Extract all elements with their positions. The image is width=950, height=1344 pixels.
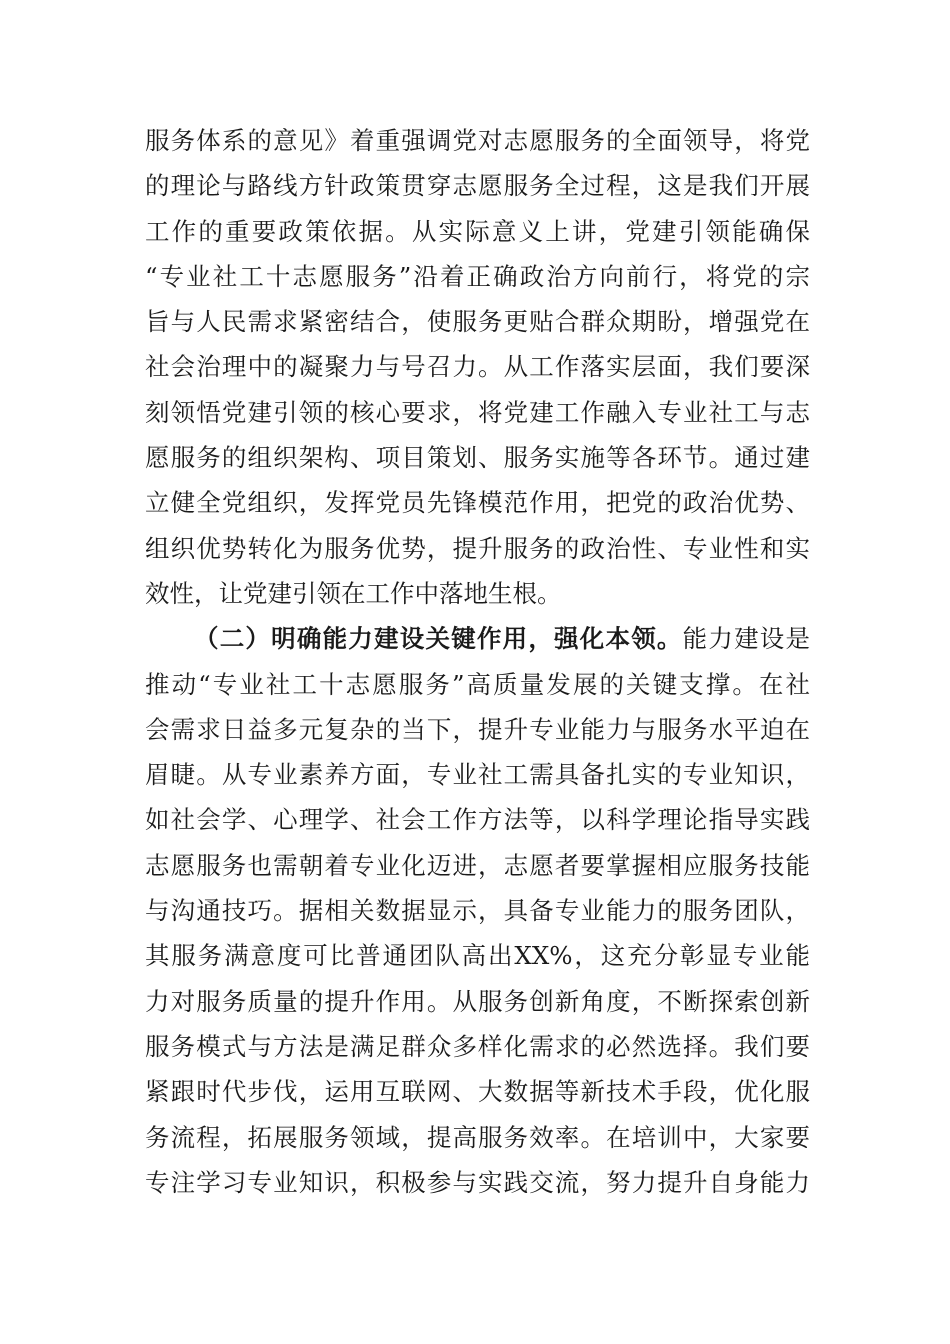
paragraph-2-first-line — [145, 616, 810, 661]
section-heading: （二）明确能力建设关键作用，强化本领。 — [194, 624, 683, 654]
text-line: 务流程，拓展服务领域，提高服务效率。在培训中，大家要 — [145, 1122, 810, 1152]
text-line: 推动“专业社工十志愿服务”高质量发展的关键支撑。在社 — [145, 669, 810, 699]
text-line: 与沟通技巧。据相关数据显示，具备专业能力的服务团队， — [145, 896, 810, 926]
text-line: 会需求日益多元复杂的当下，提升专业能力与服务水平迫在 — [145, 714, 810, 744]
text-line: 组织优势转化为服务优势，提升服务的政治性、专业性和实 — [145, 533, 810, 563]
text-line: 紧跟时代步伐，运用互联网、大数据等新技术手段，优化服 — [145, 1077, 810, 1107]
text-run: 能力建设是 — [682, 624, 811, 654]
text-line: 效性，让党建引领在工作中落地生根。 — [145, 578, 562, 608]
text-line: 立健全党组织，发挥党员先锋模范作用，把党的政治优势、 — [145, 488, 810, 518]
text-line: 专注学习专业知识，积极参与实践交流，努力提升自身能力 — [145, 1167, 810, 1197]
text-line: “专业社工十志愿服务”沿着正确政治方向前行，将党的宗 — [145, 261, 810, 291]
text-line: 服务体系的意见》着重强调党对志愿服务的全面领导，将党 — [145, 126, 810, 155]
text-line: 其服务满意度可比普通团队高出XX%，这充分彰显专业能 — [145, 941, 810, 971]
body-text — [145, 118, 810, 1205]
text-line: 力对服务质量的提升作用。从服务创新角度，不断探索创新 — [145, 986, 810, 1016]
text-line: 眉睫。从专业素养方面，专业社工需具备扎实的专业知识， — [145, 760, 810, 790]
paragraph-2 — [145, 616, 810, 1205]
text-line: 工作的重要政策依据。从实际意义上讲，党建引领能确保 — [145, 216, 810, 246]
text-line: 社会治理中的凝聚力与号召力。从工作落实层面，我们要深 — [145, 352, 810, 382]
text-line: 志愿服务也需朝着专业化迈进，志愿者要掌握相应服务技能 — [145, 850, 810, 880]
text-line: 如社会学、心理学、社会工作方法等，以科学理论指导实践 — [145, 805, 810, 835]
text-line: 旨与人民需求紧密结合，使服务更贴合群众期盼，增强党在 — [145, 307, 810, 337]
text-line: 刻领悟党建引领的核心要求，将党建工作融入专业社工与志 — [145, 397, 810, 427]
text-line: 服务模式与方法是满足群众多样化需求的必然选择。我们要 — [145, 1031, 810, 1061]
text-line: 愿服务的组织架构、项目策划、服务实施等各环节。通过建 — [145, 443, 810, 473]
paragraph-1 — [145, 118, 810, 616]
text-line: 的理论与路线方针政策贯穿志愿服务全过程，这是我们开展 — [145, 171, 810, 201]
